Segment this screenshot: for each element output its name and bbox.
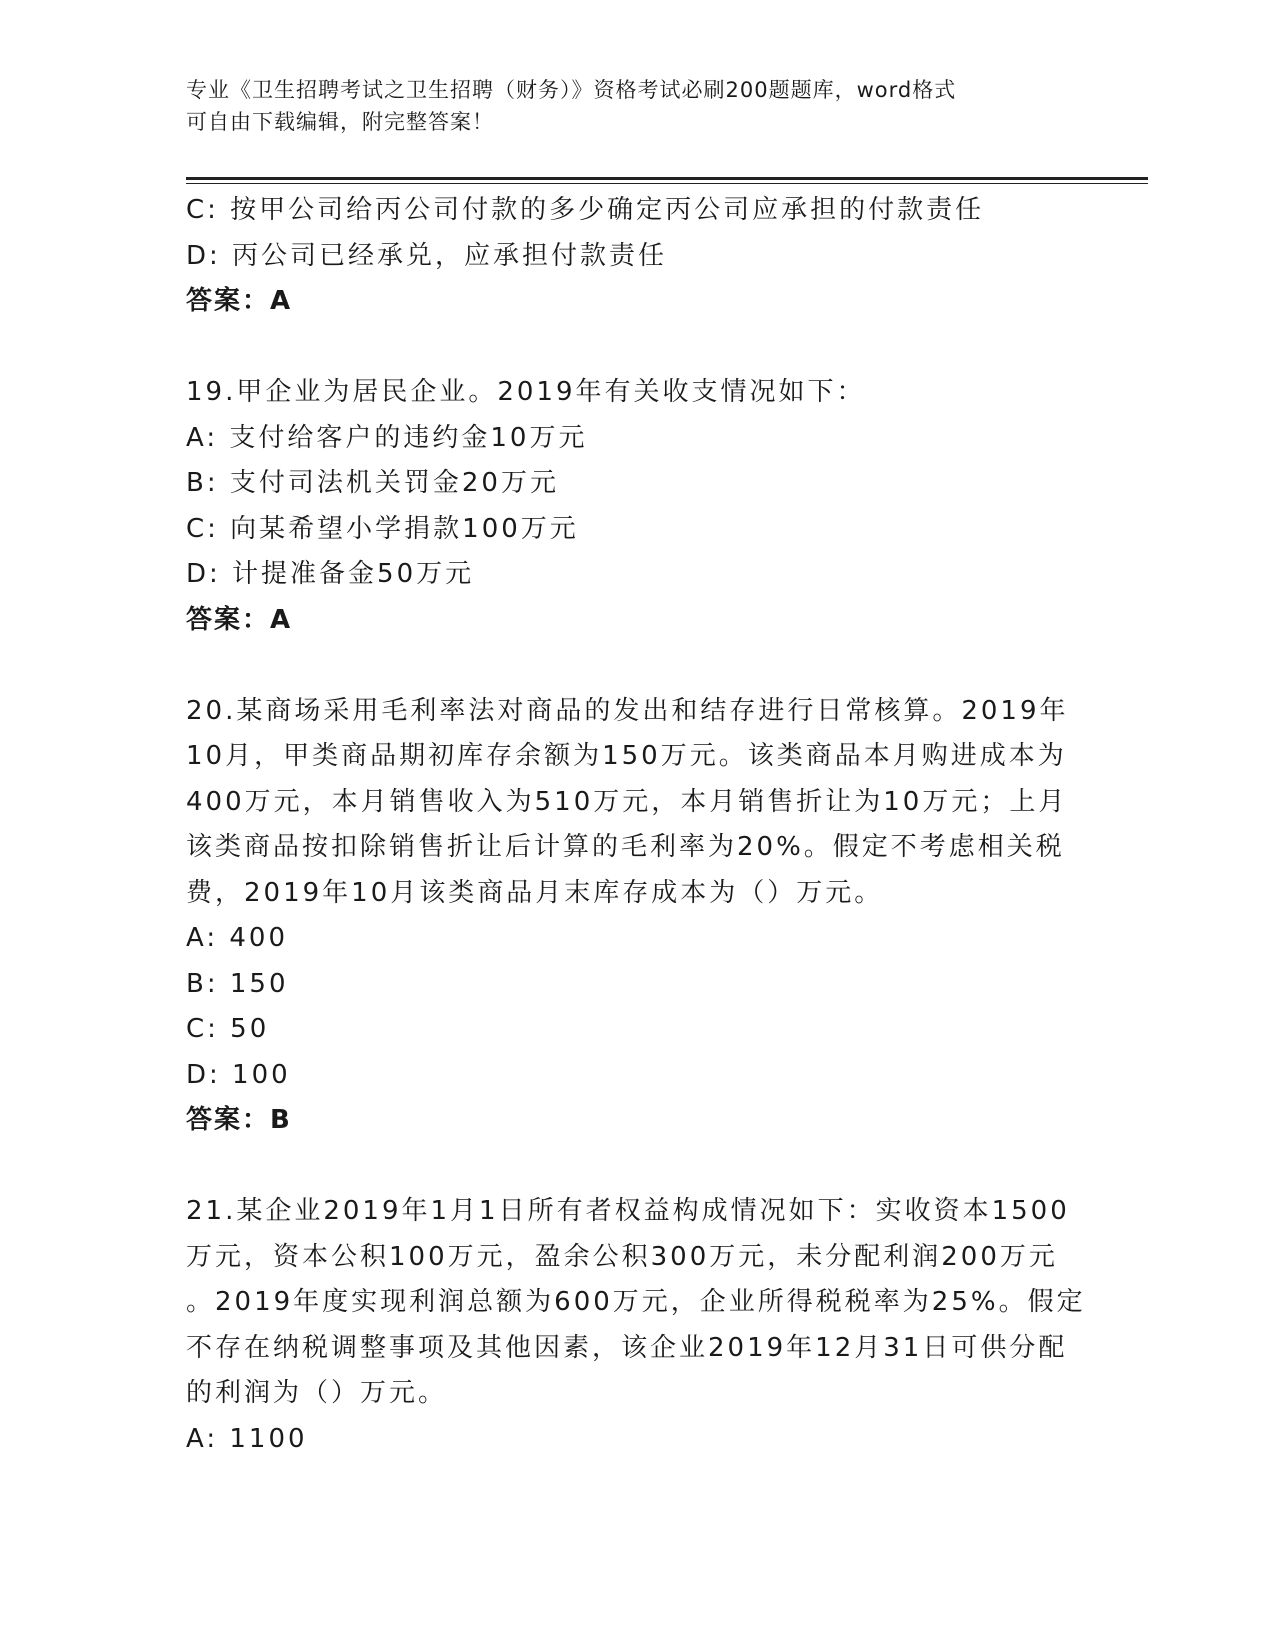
question-content	[186, 188, 1086, 1462]
q20-stem-line-3: 400万元，本月销售收入为510万元，本月销售折让为10万元；上月	[186, 786, 1068, 817]
spacer	[186, 1144, 1086, 1190]
header-rule-thick	[186, 177, 1148, 180]
q21-stem-line-1: 21.某企业2019年1月1日所有者权益构成情况如下：实收资本1500	[186, 1196, 1070, 1226]
q20-stem-line-1: 20.某商场采用毛利率法对商品的发出和结存进行日常核算。2019年	[186, 695, 1069, 726]
prev-option-d: D: 丙公司已经承兑，应承担付款责任	[186, 240, 668, 271]
header-line-1: 专业《卫生招聘考试之卫生招聘（财务）》资格考试必刷200题题库，word格式	[186, 78, 957, 102]
q20-answer: 答案：B	[186, 1105, 292, 1135]
q21-stem-line-2: 万元，资本公积100万元，盈余公积300万元，未分配利润200万元	[186, 1241, 1058, 1272]
q20-stem-line-5: 费，2019年10月该类商品月末库存成本为（）万元。	[186, 877, 884, 908]
spacer	[186, 643, 1086, 689]
q20-stem-line-2: 10月，甲类商品期初库存余额为150万元。该类商品本月购进成本为	[186, 741, 1067, 771]
header-line-2: 可自由下载编辑，附完整答案！	[186, 110, 494, 134]
q21-stem-line-4: 不存在纳税调整事项及其他因素，该企业2019年12月31日可供分配	[186, 1332, 1068, 1363]
q19-answer: 答案：A	[186, 604, 293, 635]
q20-option-b: B: 150	[186, 968, 289, 999]
q19-stem: 19.甲企业为居民企业。2019年有关收支情况如下：	[186, 377, 866, 407]
q20-option-d: D: 100	[186, 1059, 291, 1090]
q20-option-c: C: 50	[186, 1014, 270, 1044]
q19-option-d: D: 计提准备金50万元	[186, 559, 475, 589]
prev-option-c: C: 按甲公司给丙公司付款的多少确定丙公司应承担的付款责任	[186, 195, 985, 225]
q19-option-c: C: 向某希望小学捐款100万元	[186, 513, 579, 544]
q19-option-b: B: 支付司法机关罚金20万元	[186, 468, 559, 498]
q21-option-a: A: 1100	[186, 1423, 308, 1454]
q20-option-a: A: 400	[186, 923, 288, 953]
q21-stem-line-3: 。2019年度实现利润总额为600万元，企业所得税税率为25%。假定	[186, 1287, 1086, 1317]
q19-option-a: A: 支付给客户的违约金10万元	[186, 422, 588, 453]
prev-answer: 答案：A	[186, 286, 293, 316]
q20-stem-line-4: 该类商品按扣除销售折让后计算的毛利率为20%。假定不考虑相关税	[186, 832, 1065, 862]
header-rule-thin	[186, 183, 1148, 184]
q21-stem-line-5: 的利润为（）万元。	[186, 1378, 448, 1408]
document-header	[186, 74, 1066, 138]
spacer	[186, 325, 1086, 371]
